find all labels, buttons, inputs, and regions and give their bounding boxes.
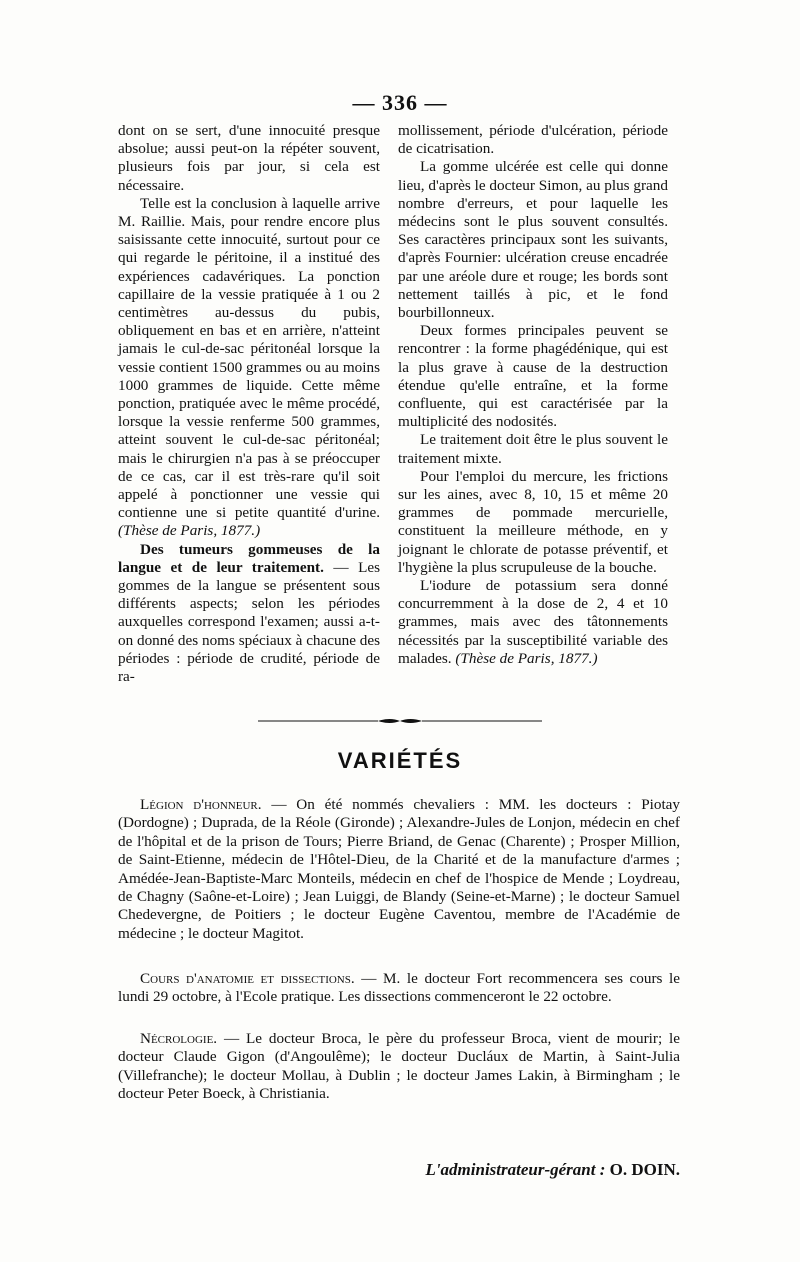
right-paragraph-6 — [398, 577, 668, 668]
cours-anatomie-label: Cours d'anatomie et dissections. — [140, 970, 355, 987]
cours-anatomie-paragraph — [118, 970, 680, 1007]
left-paragraph-2 — [118, 195, 380, 541]
right-column — [398, 122, 668, 668]
right-paragraph-5: Pour l'emploi du mercure, les frictions sur les aines, avec 8, 10, 15 et même 20 grammes de pommade mercurielle, constituent la meilleure méthode, en y joignant le chlorate de potasse préventif, et l'hygiène la plus scrupuleuse de la bouche. — [398, 467, 668, 576]
necrologie-label: Nécrologie. — [140, 1030, 218, 1047]
legion-honneur-paragraph — [118, 796, 680, 943]
left-paragraph-3-text: — Les gommes de la langue se présentent sous différents aspects; selon les périodes auxquelles correspond l'examen; aussi a-t-on donné des noms spéciaux à chacune des périodes : période de crudité, période de ra- — [118, 558, 380, 686]
signature — [370, 1160, 680, 1180]
right-paragraph-2: La gomme ulcérée est celle qui donne lieu, d'après le docteur Simon, au plus grand nombre d'erreurs, et pour laquelle les médecins sont le plus souvent consultés. Ses caractères principaux sont les suivants, d'après Fournier: ulcération creuse encadrée par une aréole dure et rouge; les bords sont nettement taillés à pic, et le fond bourbillonneux. — [398, 158, 668, 322]
right-paragraph-6-text: L'iodure de potassium sera donné concurremment à la dose de 2, 4 et 10 grammes, mais avec des tâtonnements nécessités par la susceptibilité variable des malades. — [398, 577, 668, 667]
right-paragraph-4: Le traitement doit être le plus souvent le traitement mixte. — [398, 431, 668, 467]
necrologie-paragraph — [118, 1030, 680, 1104]
left-paragraph-2-text: Telle est la conclusion à laquelle arrive M. Raillie. Mais, pour rendre encore plus saisissante cette innocuité, surtout pour ce qui regarde le péritoine, il a institué des expériences cadavériques. La ponction capillaire de la vessie pratiquée à 1 ou 2 centimètres au-dessus du pubis, obliquement en bas et en arrière, n'atteint jamais le cul-de-sac péritonéal lorsque la vessie contient 1500 grammes ou au moins 1000 grammes de liquide. Cette même ponction, pratiquée avec le même procédé, lorsque la vessie renferme 500 grammes, atteint souvent le cul-de-sac péritonéal; mais le chirurgien n'a pas à se préoccuper de ce cas, car il est très-rare qu'il soit appelé à ponctionner une vessie qui contienne une si petite quantité d'urine. — [118, 194, 380, 522]
legion-honneur-label: Légion d'honneur. — [140, 796, 262, 813]
section-title-varietes: VARIÉTÉS — [337, 748, 463, 773]
right-paragraph-3: Deux formes principales peuvent se rencontrer : la forme phagédénique, qui est la plus grave à cause de la destruction étendue qu'elle entraîne, et la forme confluente, qui est caractérisée par la multiplicité des nodosités. — [398, 322, 668, 431]
signature-label: L'administrateur-gérant : — [425, 1160, 606, 1179]
right-paragraph-6-citation: (Thèse de Paris, 1877.) — [455, 649, 598, 667]
left-column — [118, 122, 380, 686]
right-paragraph-1: mollissement, période d'ulcération, période de cicatrisation. — [398, 122, 668, 158]
left-paragraph-2-citation: (Thèse de Paris, 1877.) — [118, 522, 261, 540]
legion-honneur-text: — On été nommés chevaliers : MM. les docteurs : Piotay (Dordogne) ; Duprada, de la Réole (Gironde) ; Alexandre-Jules de Lonjon, médecin en chef de l'hôpital et de la prison de Tours; Pierre Briand, de Genac (Charente) ; Prosper Million, de Saint-Etienne, médecin de l'Hôtel-Dieu, de la Charité et de la manufacture d'armes ; Amédée-Jean-Baptiste-Marc Monteils, médecin en chef de l'hospice de Mende ; Loydreau, de Chagny (Saône-et-Loire) ; Jean Luiggi, de Blandy (Seine-et-Marne) ; le docteur Samuel Chedevergne, de Poitiers ; le docteur Eugène Caventou, membre de l'Académie de médecine ; le docteur Magitot. — [118, 796, 681, 942]
tumeurs-gommeuses-heading: Des tumeurs gommeuses de la langue et de leur traitement. — [118, 540, 380, 576]
cours-anatomie-text: — M. le docteur Fort recommencera ses cours le lundi 29 octobre, à l'Ecole pratique. Les dissections commenceront le 22 octobre. — [118, 970, 680, 1006]
left-paragraph-3 — [118, 541, 380, 687]
ornamental-rule — [258, 716, 542, 726]
necrologie-text: — Le docteur Broca, le père du professeur Broca, vient de mourir; le docteur Claude Gigon (d'Angoulême); le docteur Ducláux de Martin, à Saint-Julia (Villefranche); le docteur Mollau, à Dublin ; le docteur James Lakin, à Birmingham ; le docteur Peter Boeck, à Christiania. — [118, 1030, 681, 1103]
signature-name: O. DOIN. — [609, 1160, 680, 1179]
left-paragraph-1: dont on se sert, d'une innocuité presque absolue; aussi peut-on la répéter souvent, plusieurs fois par jour, si cela est nécessaire. — [118, 122, 380, 194]
page-number: — 336 — — [352, 90, 448, 115]
